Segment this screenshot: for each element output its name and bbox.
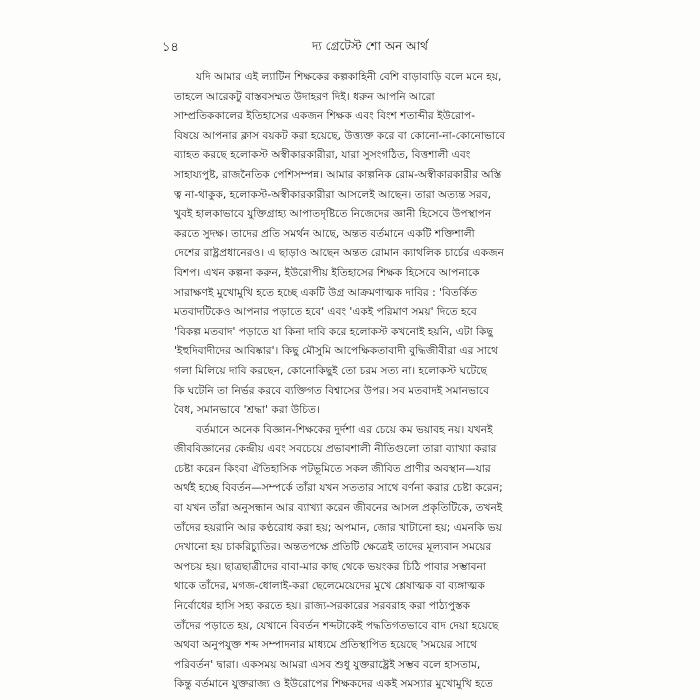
text-line: করতে সুদক্ষ। তাদের প্রতি সমর্থন আছে, অন্তত বর্তমানে একটি শক্তিশালী	[174, 227, 475, 240]
text-line: তাঁদের হয়রানি আর কণ্ঠরোধ করা হয়; অপমান, জোর খাটানো হয়; এমনকি ভয়	[174, 521, 502, 534]
text-line: ব্যাহত করছে হলোকস্ট অস্বীকারকারীরা, যারা সুসংগঠিত, বিত্তশালী এবং	[174, 149, 471, 162]
text-line: মতবাদটিকেও আপনার পড়াতে হবে' এবং 'একই পরিমাণ সময়' দিতে হবে	[174, 306, 477, 319]
text-line: সাম্প্রতিককালের ইতিহাসের একজন শিক্ষক এবং বিংশ শতাব্দীর ইউরোপ-	[174, 110, 476, 123]
page-header	[162, 38, 562, 58]
text-line: খুবই হালকাভাবে যুক্তিগ্রাহ্য আপাতদৃষ্টিতে নিজেদের জ্ঞানী হিসেবে উপস্থাপন	[174, 208, 492, 221]
text-line: বিশপ। এখন কল্পনা করুন, ইউরোপীয় ইতিহাসের শিক্ষক হিসেবে আপনাকে	[174, 266, 480, 279]
paragraph-1	[174, 68, 546, 421]
text-line: চেষ্টা করেন কিংবা ঐতিহাসিক পটভূমিতে সকল জীবিত প্রাণীর অবস্থান—যার	[174, 462, 491, 475]
text-line: অথবা অনুপযুক্ত শব্দ সম্পাদনার মাধ্যমে প্রতিস্থাপিত হয়েছে 'সময়ের সাথে	[174, 639, 478, 652]
text-line: যদি আমার এই ল্যাটিন শিক্ষকের কল্পকাহিনী বেশি বাড়াবাড়ি বলে মনে হয়,	[196, 71, 502, 83]
text-line: 'ইহুদিবাদীদের আবিষ্কার'। কিছু মৌসুমি আপেক্ষিকতাবাদী বুদ্ধিজীবীরা এর সাথে	[174, 345, 499, 358]
text-line: দেখানো হয় চাকরিচ্যুতির। অন্ততপক্ষে প্রতিটি ক্ষেত্রেই তাদের মূল্যবান সময়ের	[174, 541, 492, 554]
text-line: দেশের রাষ্ট্রপ্রধানেরও। এ ছাড়াও আছেন অন্তত রোমান ক্যাথলিক চার্চের একজন	[174, 247, 504, 260]
text-line: সাহায্যপুষ্ট, রাজনৈতিক পেশিসম্পন্ন। আমার কাল্পনিক রোম-অস্বীকারকারীর অস্তি	[174, 168, 502, 181]
text-line: থাকে তাঁদের, মগজ-ধোলাই-করা ছেলেমেয়েদের মুখে শ্লেষাত্মক বা ব্যঙ্গাত্মক	[174, 580, 485, 593]
text-line: 'বিকল্প মতবাদ' পড়াতে যা কিনা দাবি করে হলোকস্ট কখনোই হয়নি, এটা কিছু	[174, 325, 493, 338]
page-number: ১৪	[162, 40, 179, 55]
text-line: বিষয়ে আপনার ক্লাস বয়কট করা হয়েছে, উত্ত্যক্ত করে বা কোনো-না-কোনোভাবে	[174, 129, 506, 142]
running-title: দ্য গ্রেটেস্ট শো অন আর্থ	[312, 39, 428, 53]
text-line: বর্তমানে অনেক বিজ্ঞান-শিক্ষকের দুর্দশা এর চেয়ে কম ভয়াবহ নয়। যখনই	[196, 423, 493, 436]
text-line: অপচয় হয়। ছাত্রছাত্রীদের বাবা-মার কাছ থেকে ভয়ংকর চিঠি পাবার সম্ভাবনা	[174, 560, 486, 573]
text-line: জীববিজ্ঞানের কেন্দ্রীয় এবং সবচেয়ে প্রভাবশালী নীতিগুলো তারা ব্যাখ্যা করার	[174, 443, 497, 456]
text-line: তাঁদের পড়াতে হয়, যেখানে বিবর্তন শব্দটাকেই পদ্ধতিগতভাবে বাদ দেয়া হয়েছে	[174, 619, 499, 632]
text-line: কি ঘটেনি তা নির্ভর করবে ব্যক্তিগত বিশ্বাসের উপর। সব মতবাদই সমানভাবে	[174, 384, 490, 397]
body-text	[174, 68, 546, 695]
text-line: সারাক্ষণই মুখোমুখি হতে হচ্ছে একটি উগ্র আক্রমণাত্মক দাবির : 'বিতর্কিত	[174, 286, 478, 299]
text-line: নির্বোধের হাসি সহ্য করতে হয়। রাজ্য-সরকারের সরবরাহ করা পাঠ্যপুস্তক	[174, 600, 471, 613]
text-line: কিন্তু বর্তমানে যুক্তরাজ্য ও ইউরোপের শিক্ষকদের একই সমস্যার মুখোমুখি হতে	[174, 678, 493, 691]
text-line: বা যখন তাঁরা অনুসন্ধান আর ব্যাখ্যা করেন জীবনের আসল প্রকৃতিটিকে, তখনই	[174, 502, 503, 515]
text-line: বৈধ, সমানভাবে 'শ্রদ্ধা' করা উচিত।	[174, 404, 320, 417]
text-line: অর্থই হচ্ছে বিবর্তন—সম্পর্কে তাঁরা যখন সততার সাথে বর্ণনা করার চেষ্টা করেন;	[174, 482, 503, 495]
text-line: পরিবর্তন' দ্বারা। একসময় আমরা এসব শুধু যুক্তরাষ্ট্রেই সম্ভব বলে হাসতাম,	[174, 658, 481, 671]
text-line: ত্ব না-থাকুক, হলোকস্ট-অস্বীকারকারীরা আসলেই আছেন। তারা অত্যন্ত সরব,	[174, 188, 491, 201]
paragraph-2	[174, 421, 546, 695]
text-line: গলা মিলিয়ে দাবি করছেন, কোনোকিছুই তো চরম সত্য না। হলোকস্ট ঘটেছে	[174, 364, 487, 377]
text-line: তাহলে আরেকটু বাস্তবসম্মত উদাহরণ দিই। ধরুন আপনি আরো	[174, 90, 435, 103]
